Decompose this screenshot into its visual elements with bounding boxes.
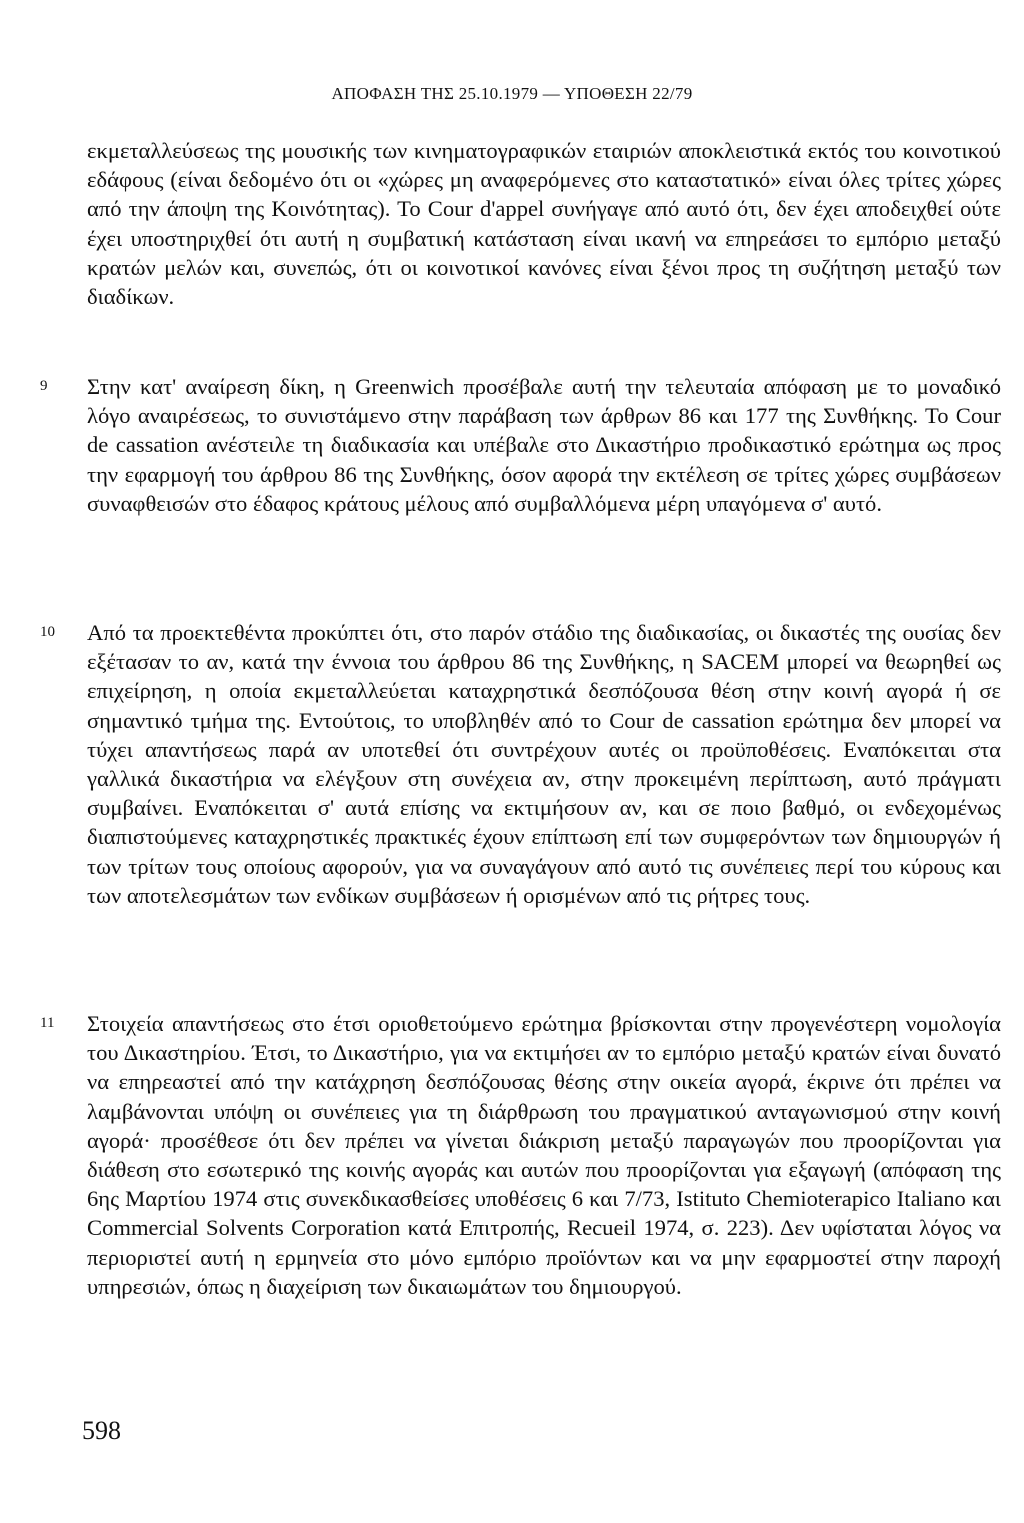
intro-paragraph: εκμεταλλεύσεως της μουσικής των κινηματογραφικών εταιριών αποκλειστικά εκτός του κοινοτικού εδάφους (είναι δεδομένο ότι οι «χώρες μη αναφερόμενες στο καταστατικό» είναι όλες τρίτες χώρες από την άποψη της Κοινότητας). Το Cour d'appel συνήγαγε από αυτό ότι, δεν έχει αποδειχθεί ούτε έχει υποστηριχθεί ότι αυτή η συμβατική κατάσταση είναι ικανή να επηρεάσει το εμπόριο μεταξύ κρατών μελών και, συνεπώς, ότι οι κοινοτικοί κανόνες είναι ξένοι προς τη συζήτηση μεταξύ των διαδίκων. xyxy=(87,138,1001,310)
paragraph-text: Στοιχεία απαντήσεως στο έτσι οριοθετούμενο ερώτημα βρίσκονται στην προγενέστερη νομολογία του Δικαστηρίου. Έτσι, το Δικαστήριο, για να εκτιμήσει αν το εμπόριο μεταξύ κρατών είναι δυνατό να επηρεαστεί από την κατάχρηση δεσπόζουσας θέσης στην οικεία αγορά, έκρινε ότι πρέπει να λαμβάνονται υπόψη οι συνέπειες για τη διάρθρωση του πραγματικού ανταγωνισμού στην κοινή αγορά· προσέθεσε ότι δεν πρέπει να γίνεται διάκριση μεταξύ παραγωγών που προορίζονται για διάθεση στο εσωτερικό της κοινής αγοράς και αυτών που προορίζονται για εξαγωγή (απόφαση της 6ης Μαρτίου 1974 στις συνεκδικασθείσες υποθέσεις 6 και 7/73, Istituto Chemioterapico Italiano και Commercial Solvents Corporation κατά Επιτροπής, Recueil 1974, σ. 223). Δεν υφίσταται λόγος να περιοριστεί αυτή η ερμηνεία στο μόνο εμπόριο προϊόντων και να μην εφαρμοστεί στην παροχή υπηρεσιών, όπως η διαχείριση των δικαιωμάτων του δημιουργού. xyxy=(87,1011,1001,1299)
paragraph-text: Στην κατ' αναίρεση δίκη, η Greenwich προσέβαλε αυτή την τελευταία απόφαση με το μοναδικό λόγο αναιρέσεως, το συνιστάμενο στην παράβαση των άρθρων 86 και 177 της Συνθήκης. Το Cour de cassation ανέστειλε τη διαδικασία και υπέβαλε στο Δικαστήριο προδικαστικό ερώτημα ως προς την εφαρμογή του άρθρου 86 της Συνθήκης, όσον αφορά την εκτέλεση σε τρίτες χώρες συμβάσεων συναφθεισών στο έδαφος κράτους μέλους από συμβαλλόμενα μέρη υπαγόμενα σ' αυτό. xyxy=(87,374,1001,516)
running-header: ΑΠΟΦΑΣΗ ΤΗΣ 25.10.1979 — ΥΠΟΘΕΣΗ 22/79 xyxy=(331,84,693,103)
paragraph-number: 10 xyxy=(40,624,55,640)
paragraph-number: 11 xyxy=(40,1015,55,1031)
page-number: 598 xyxy=(82,1416,121,1445)
paragraph-text: Από τα προεκτεθέντα προκύπτει ότι, στο παρόν στάδιο της διαδικασίας, οι δικαστές της ουσίας δεν εξέτασαν το αν, κατά την έννοια του άρθρου 86 της Συνθήκης, η SACEM μπορεί να θεωρηθεί ως επιχείρηση, η οποία εκμεταλλεύεται καταχρηστικά δεσπόζουσα θέση στην κοινή αγορά ή σε σημαντικό τμήμα της. Εντούτοις, το υποβληθέν από το Cour de cassation ερώτημα δεν μπορεί να τύχει απαντήσεως παρά αν υποτεθεί ότι συντρέχουν αυτές οι προϋποθέσεις. Εναπόκειται στα γαλλικά δικαστήρια να ελέγξουν στη συνέχεια αν, στην προκειμένη περίπτωση, αυτό πράγματι συμβαίνει. Εναπόκειται σ' αυτά επίσης να εκτιμήσουν αν, και σε ποιο βαθμό, οι ενδεχομένως διαπιστούμενες καταχρηστικές πρακτικές έχουν επίπτωση επί των συμφερόντων των δημιουργών ή των τρίτων τους οποίους αφορούν, για να συναγάγουν από αυτό τις συνέπειες περί του κύρους και των αποτελεσμάτων των ενδίκων συμβάσεων ή ορισμένων από τις ρήτρες τους. xyxy=(87,620,1001,908)
paragraph-number: 9 xyxy=(40,378,48,394)
